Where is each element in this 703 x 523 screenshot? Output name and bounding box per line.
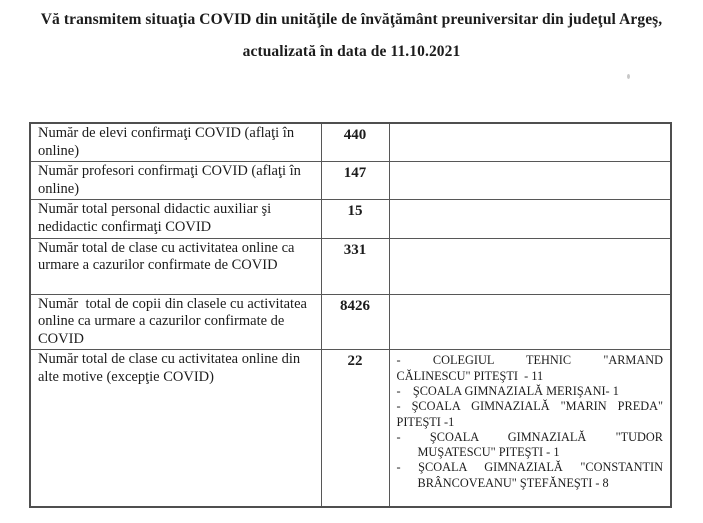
table-row: [30, 238, 671, 294]
row-label-cell: Număr total de copii din clasele cu activitatea online ca urmare a cazurilor confirmate de COVID: [30, 294, 321, 350]
row-value-cell: 147: [321, 162, 389, 200]
school-list-line: - COLEGIUL TEHNIC "ARMAND: [396, 353, 663, 368]
school-list-line: PITEŞTI -1: [396, 414, 455, 429]
school-list-line: CĂLINESCU" PITEŞTI - 11: [396, 368, 544, 383]
row-label-cell: Număr total personal didactic auxiliar şi nedidactic confirmaţi COVID: [30, 200, 321, 238]
school-list-line: MUŞATESCU" PITEŞTI - 1: [417, 445, 560, 460]
row-label-cell: Număr de elevi confirmaţi COVID (aflaţi în online): [30, 123, 321, 162]
document-title-line1: Vă transmitem situaţia COVID din unităţile de învăţământ preuniversitar din judeţul Argeş,: [40, 11, 663, 28]
school-list-line: - ŞCOALA GIMNAZIALĂ "CONSTANTIN: [396, 460, 663, 475]
table-row: [30, 162, 671, 200]
table-row: [30, 200, 671, 238]
row-note-cell: [389, 294, 671, 350]
table-row: [30, 294, 671, 350]
document-title-line2: actualizată în data de 11.10.2021: [242, 43, 461, 60]
row-note-cell: [389, 123, 671, 162]
school-list-line: - ŞCOALA GIMNAZIALĂ "TUDOR: [396, 429, 663, 444]
document-title: [0, 10, 703, 61]
school-list-line: - ŞCOALA GIMNAZIALĂ "MARIN PREDA": [396, 399, 663, 414]
row-note-cell: [389, 200, 671, 238]
row-value-cell: 440: [321, 123, 389, 162]
table-row: [30, 123, 671, 162]
covid-stats-table: [29, 122, 672, 508]
row-label-cell: Număr profesori confirmaţi COVID (aflaţi în online): [30, 162, 321, 200]
row-note-cell: [389, 350, 671, 507]
row-note-cell: [389, 238, 671, 294]
row-value-cell: 8426: [321, 294, 389, 350]
row-note-cell: [389, 162, 671, 200]
row-label-cell: Număr total de clase cu activitatea online din alte motive (excepţie COVID): [30, 350, 321, 507]
table-row: [30, 350, 671, 507]
school-list-line: BRÂNCOVEANU" ŞTEFĂNEŞTI - 8: [417, 475, 609, 490]
row-label-cell: Număr total de clase cu activitatea online ca urmare a cazurilor confirmate de COVID: [30, 238, 321, 294]
row-value-cell: 15: [321, 200, 389, 238]
school-list-line: - ŞCOALA GIMNAZIALĂ MERIŞANI- 1: [396, 383, 619, 398]
scan-speck: [627, 74, 630, 79]
row-value-cell: 22: [321, 350, 389, 507]
row-value-cell: 331: [321, 238, 389, 294]
